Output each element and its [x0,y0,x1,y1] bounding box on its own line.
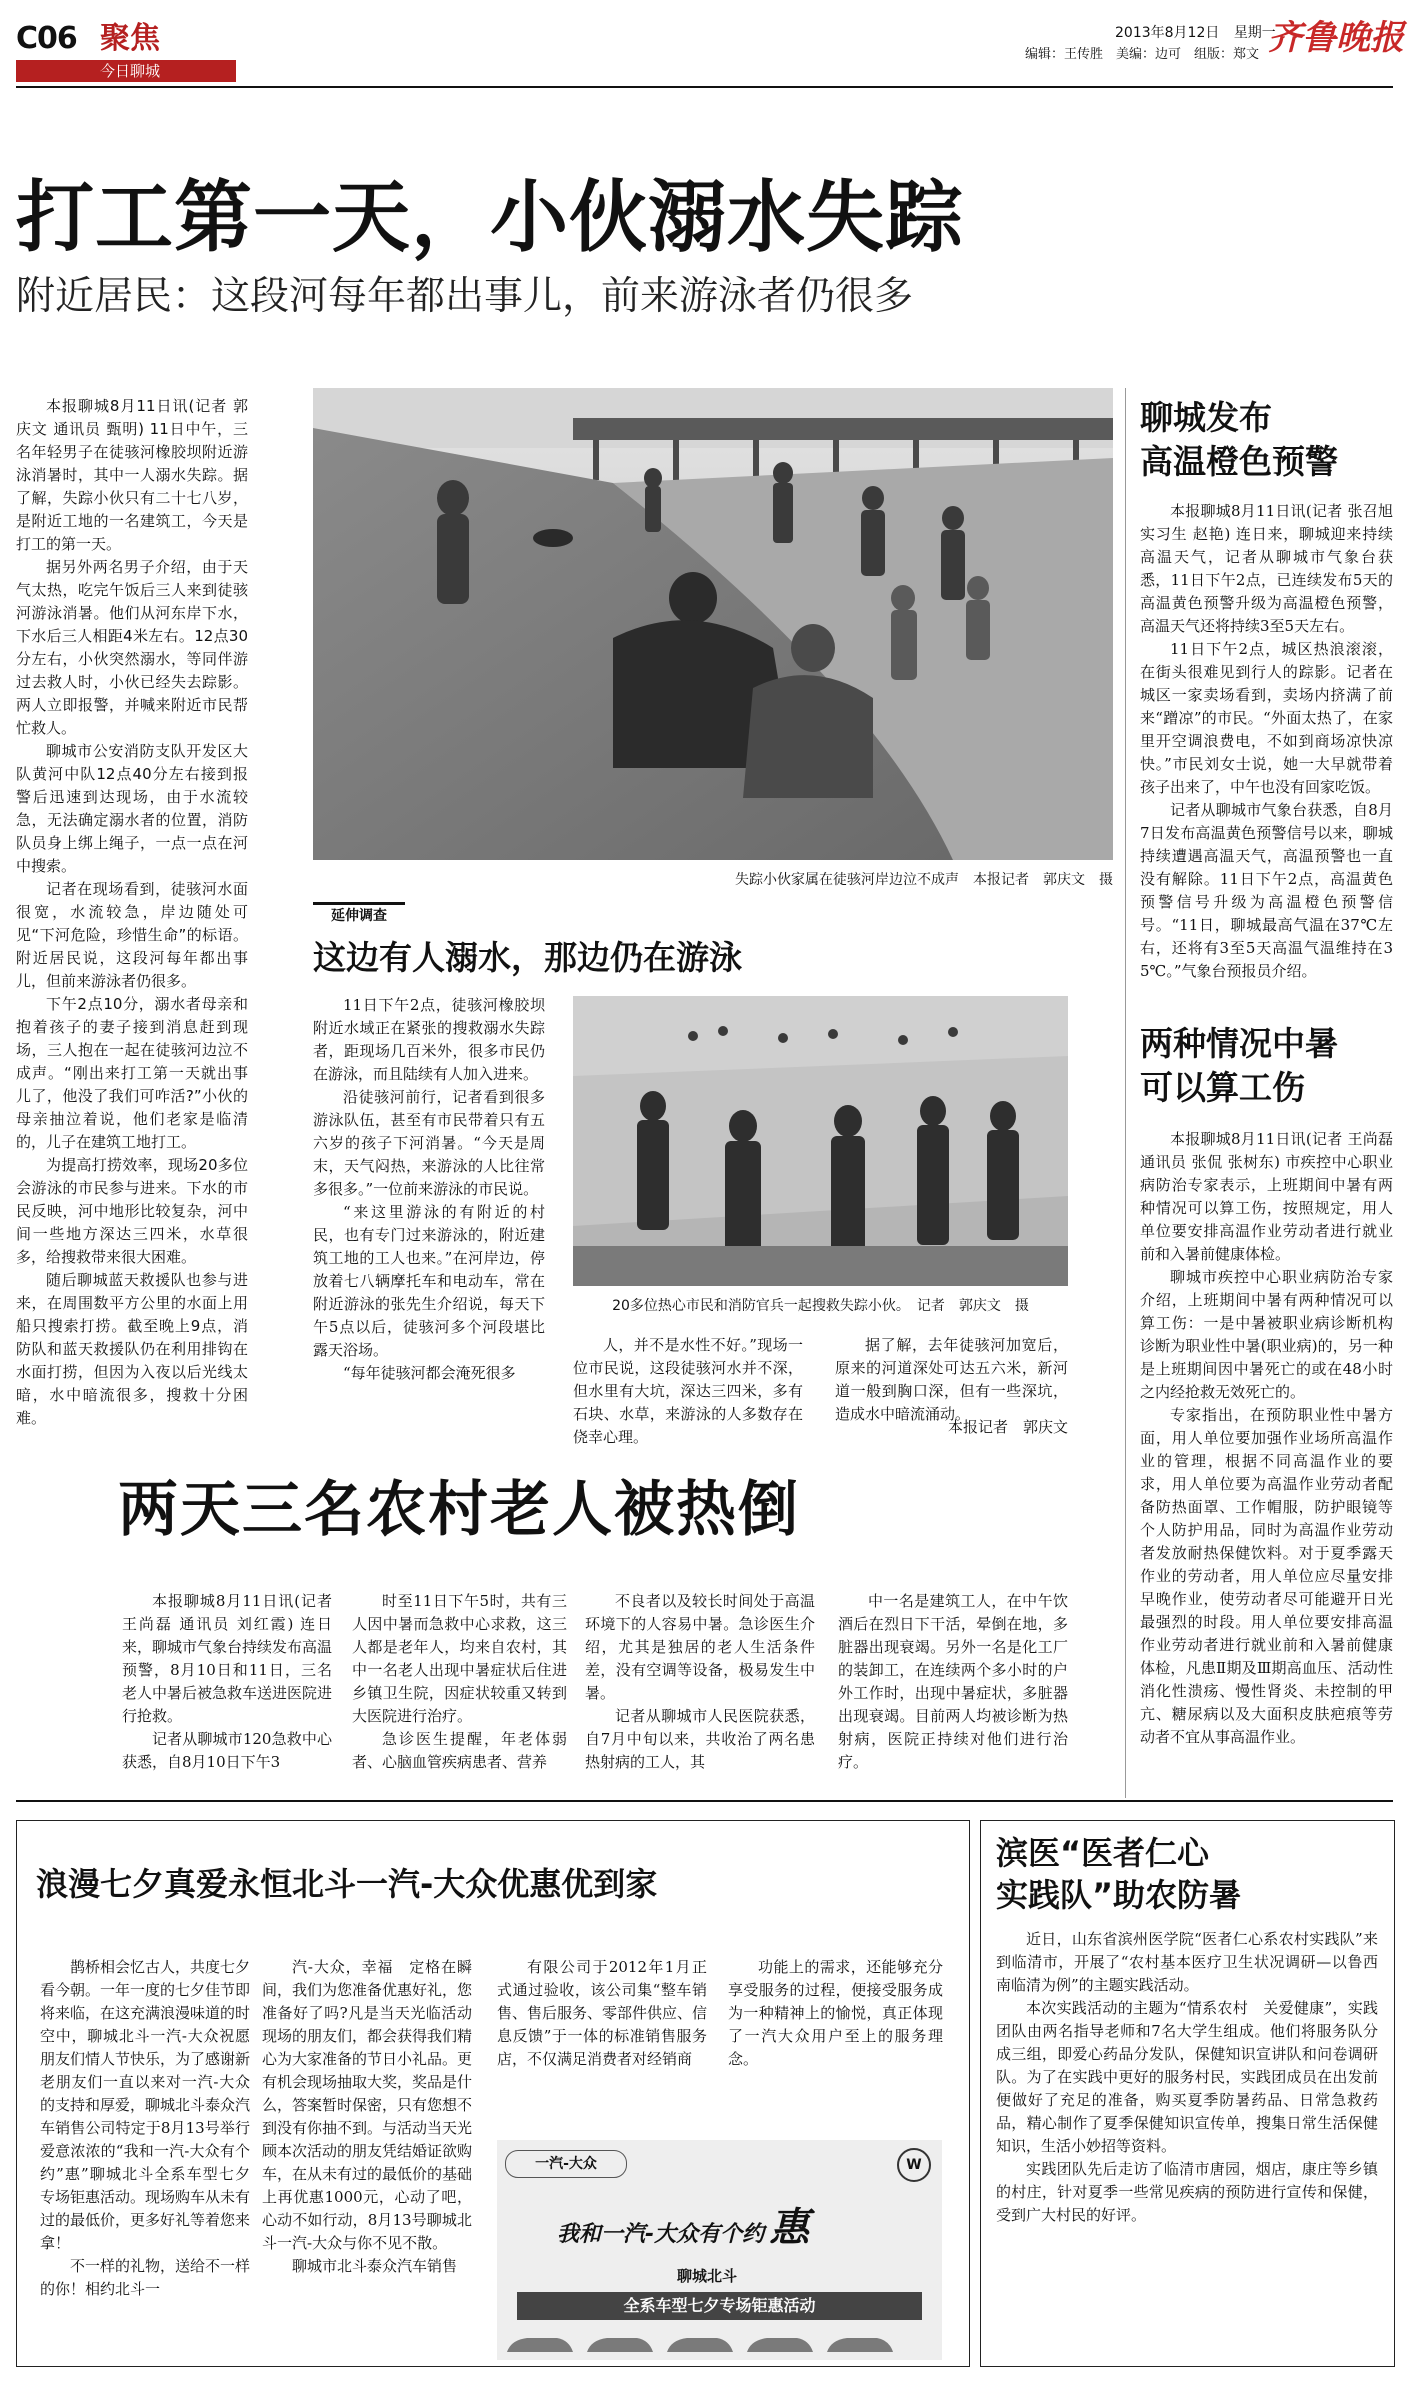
side-paragraph: 11日下午2点，徒骇河橡胶坝附近水域正在紧张的搜救溺水失踪者，距现场几百米外，很多市民仍在游泳，而且陆续有人加入进来。 [313,996,545,1083]
lead-paragraph: 据另外两名男子介绍，由于天气太热，吃完午饭后三人来到徒骇河游泳消暑。他们从河东岸下水，下水后三人相距4米左右。12点30分左右，小伙突然溺水，等同伴游过去救人时，小伙已经失去踪影。两人立即报警，并喊来附近市民帮忙救人。 [16,558,248,737]
ad-brand-logo [505,2150,627,2178]
ad-column-2 [262,1956,472,2361]
right3-body [996,1928,1378,2348]
issue-date [1115,24,1276,42]
right1-paragraph: 记者从聊城市气象台获悉，自8月7日发布高温黄色预警信号以来，聊城持续遭遇高温天气，高温预警也一直没有解除。11日下午2点，高温黄色预警信号升级为高温橙色预警信号。“11日，聊城最高气温在37℃左右，还将有3至5天高温气温维持在35℃。”气象台预报员介绍。 [1140,801,1393,980]
rescue-scene-photo [313,388,1113,860]
right3-headline-line1: 滨医“医者仁心 [996,1834,1210,1872]
right2-paragraph: 本报聊城8月11日讯(记者 王尚磊 通讯员 张侃 张树东) 市疾控中心职业病防治专家表示，上班期间中暑有两种情况可以算工伤，按照规定，用人单位要安排高温作业劳动者进行就业前和入暑前健康体检。 [1140,1130,1393,1263]
ad-headline: 浪漫七夕真爱永恒北斗一汽-大众优惠优到家 [36,1865,658,1903]
story2-paragraph: 本报聊城8月11日讯(记者 王尚磊 通讯员 刘红霞) 连日来，聊城市气象台持续发布高温预警，8月10日和11日，三名老人中暑后被急救车送进医院进行抢救。 [122,1592,333,1725]
right3-paragraph: 本次实践活动的主题为“情系农村 关爱健康”，实践团队由两名指导老师和7名大学生组成。他们将服务队分成三组，即爱心药品分发队，保健知识宣讲队和问卷调研队。为了在实践中更好的服务村民，实践团成员在出发前便做好了充足的准备，购买夏季防暑药品、日常急救药品，精心制作了夏季保健知识宣传单，搜集日常生活保健知识，生活小妙招等资料。 [996,1999,1378,2155]
right1-headline-line2: 高温橙色预警 [1140,442,1338,481]
ad-column-3 [497,1956,707,2126]
story2-column-1 [122,1590,332,1770]
lead-column-1 [16,395,248,1427]
story2-paragraph: 不良者以及较长时间处于高温环境下的人容易中暑。急诊医生介绍，尤其是独居的老人生活条件差，没有空调等设备，极易发生中暑。 [585,1592,815,1702]
header-rule [16,86,1393,88]
right2-paragraph: 聊城市疾控中心职业病防治专家介绍，上班期间中暑有两种情况可以算工伤：一是中暑被职业病诊断机构诊断为职业性中暑(职业病)的，另一种是上班期间因中暑死亡的或在48小时之内经抢救无效死亡的。 [1140,1268,1393,1401]
date: 2013年8月12日 [1115,25,1220,41]
right2-headline-line2: 可以算工伤 [1140,1068,1305,1107]
editor-credits: 编辑：王传胜 美编：边可 组版：郑文 [1025,47,1260,62]
subsection-title: 今日聊城 [100,62,161,80]
side-label: 延伸调查 [313,902,405,927]
right1-headline-line1: 聊城发布 [1140,398,1272,437]
paper-logo: 齐鲁晚报 [1268,18,1404,58]
car-lineup-illustration [497,2322,942,2360]
side-column-1 [313,994,545,1414]
right3-headline-line2: 实践队”助农防暑 [996,1876,1242,1914]
photo1-caption: 失踪小伙家属在徒骇河岸边泣不成声 本报记者 郭庆文 摄 [735,872,1113,888]
right2-headline-line1: 两种情况中暑 [1140,1024,1338,1063]
ad-paragraph: 功能上的需求，还能够充分享受服务的过程，便接受服务成为一种精神上的愉悦，真正体现了一汽大众用户至上的服务理念。 [728,1958,943,2068]
side-paragraph: 人，并不是水性不好。”现场一位市民说，这段徒骇河水并不深，但水里有大坑，深达三四米，多有石块、水草，来游泳的人多数存在侥幸心理。 [573,1336,803,1446]
side-column-2 [573,1334,803,1444]
side-paragraph: 据了解，去年徒骇河加宽后，原来的河道深处可达五六米，新河道一般到胸口深，但有一些深坑，造成水中暗流涌动。 [835,1336,1068,1423]
ad-paragraph: 聊城市北斗泰众汽车销售 [292,2257,458,2275]
story2-column-3 [585,1590,815,1770]
side-paragraph: 沿徒骇河前行，记者看到很多游泳队伍，甚至有市民带着只有五六岁的孩子下河消暑。“今天是周末，天气闷热，来游泳的人比往常多很多。”一位前来游泳的市民说。 [313,1088,545,1198]
riverbank-photo-illustration [313,388,1113,860]
lead-headline: 打工第一天，小伙溺水失踪 [16,173,965,263]
ad-paragraph: 汽-大众，幸福 定格在瞬间，我们为您准备优惠好礼，您准备好了吗?凡是当天光临活动现场的朋友们，都会获得我们精心为大家准备的节日小礼品。更有机会现场抽取大奖，奖品是什么，答案暂时保密，只有您想不到没有你抽不到。与活动当天光顾本次活动的朋友凭结婚证欲购车，在从未有过的最低价的基础上再优惠1000元，心动了吧，心动不如行动，8月13号聊城北斗一汽-大众与你不见不散。 [262,1958,473,2252]
right3-paragraph: 实践团队先后走访了临清市唐园，烟店，康庄等乡镇的村庄，针对夏季一些常见疾病的预防进行宣传和保健，受到广大村民的好评。 [996,2160,1378,2224]
ad-event-bar [517,2292,922,2320]
story2-paragraph: 中一名是建筑工人，在中午饮酒后在烈日下干活，晕倒在地，多脏器出现衰竭。另外一名是化工厂的装卸工，在连续两个多小时的户外工作时，出现中暑症状，多脏器出现衰竭。目前两人均被诊断为热射病，医院正持续对他们进行治疗。 [838,1592,1068,1771]
ad-banner [497,2140,942,2360]
ad-slogan-text: 我和一汽-大众有个约 [557,2222,765,2247]
side-paragraph: “来这里游泳的有附近的村民，也有专门过来游泳的，附近建筑工地的工人也来。”在河岸边，停放着七八辆摩托车和电动车，常在附近游泳的张先生介绍说，每天下午5点以后，徒骇河多个河段堪比露天浴场。 [313,1203,545,1359]
weekday: 星期一 [1233,25,1276,41]
side-headline: 这边有人溺水，那边仍在游泳 [313,938,742,977]
lead-paragraph: 随后聊城蓝天救援队也参与进来，在周围数平方公里的水面上用船只搜索打捞。截至晚上9点，消防队和蓝天救援队仍在利用排钩在水面打捞，但因为入夜以后光线太暗，水中暗流很多，搜救十分困难。 [16,1271,248,1427]
side-byline: 本报记者 郭庆文 [947,1418,1068,1436]
right1-body [1140,500,1393,1000]
right3-paragraph: 近日，山东省滨州医学院“医者仁心系农村实践队”来到临清市，开展了“农村基本医疗卫生状况调研—以鲁西南临清为例”的主题实践活动。 [996,1930,1378,1994]
page-code: C06 [16,21,77,56]
right3-headline [996,1832,1241,1916]
lead-subheadline: 附近居民：这段河每年都出事儿，前来游泳者仍很多 [16,274,914,319]
side-paragraph: “每年徒骇河都会淹死很多 [343,1364,516,1382]
ad-paragraph: 有限公司于2012年1月正式通过验收，该公司集“整车销售、售后服务、零部件供应、信息反馈”于一体的标准销售服务店，不仅满足消费者对经销商 [497,1958,708,2068]
section-title: 聚焦 [100,21,160,56]
ad-paragraph: 鹊桥相会忆古人，共度七夕看今朝。一年一度的七夕佳节即将来临，在这充满浪漫味道的时空中，聊城北斗一汽-大众祝愿朋友们情人节快乐，为了感谢新老朋友们一直以来对一汽-大众的支持和厚爱，聊城北斗泰众汽车销售公司特定于8月13号举行爱意浓浓的“我和一汽-大众有个约”惠”聊城北斗全系车型七夕专场钜惠活动。现场购车从未有过的最低价，更多好礼等着您来拿！ [40,1958,251,2252]
column-divider [1125,388,1126,1798]
ad-column-1 [40,1956,250,2361]
right2-body [1140,1128,1393,1788]
story2-paragraph: 记者从聊城市人民医院获悉，自7月中旬以来，共收治了两名患热射病的工人，其 [585,1707,815,1771]
lead-paragraph: 聊城市公安消防支队开发区大队黄河中队12点40分左右接到报警后迅速到达现场，由于水流较急，无法确定溺水者的位置，消防队员身上绑上绳子，一点一点在河中搜索。 [16,742,248,875]
ad-hui-text: 惠 [769,2205,810,2251]
section-rule [16,1800,1393,1802]
ad-paragraph: 不一样的礼物，送给不一样的你！相约北斗一 [40,2257,251,2298]
photo2-caption: 20多位热心市民和消防官兵一起搜救失踪小伙。 记者 郭庆文 摄 [612,1298,1029,1314]
lead-paragraph: 下午2点10分，溺水者母亲和抱着孩子的妻子接到消息赶到现场，三人抱在一起在徒骇河边泣不成声。“刚出来打工第一天就出事儿了，他没了我们可咋活?”小伙的母亲抽泣着说，他们老家是临清的，儿子在建筑工地打工。 [16,995,248,1151]
story2-paragraph: 记者从聊城市120急救中心获悉，自8月10日下午3 [122,1730,332,1771]
side-column-3 [835,1334,1068,1423]
ad-store-name: 聊城北斗 [677,2267,738,2285]
right1-paragraph: 11日下午2点，城区热浪滚滚，在街头很难见到行人的踪影。记者在城区一家卖场看到，卖场内挤满了前来“蹭凉”的市民。“外面太热了，在家里开空调浪费电，不如到商场凉快凉快。”市民刘女士说，她一大早就带着孩子出来了，中午也没有回家吃饭。 [1140,640,1393,796]
story2-column-4 [838,1590,1068,1770]
right2-headline [1140,1022,1338,1110]
ad-column-4 [728,1956,943,2116]
river-search-photo-illustration [573,996,1068,1286]
lead-paragraph: 本报聊城8月11日讯(记者 郭庆文 通讯员 甄明) 11日中午，三名年轻男子在徒骇河橡胶坝附近游泳消暑时，其中一人溺水失踪。据了解，失踪小伙只有二十七八岁，是附近工地的一名建筑工，今天是打工的第一天。 [16,397,248,553]
lead-paragraph: 记者在现场看到，徒骇河水面很宽，水流较急，岸边随处可见“下河危险，珍惜生命”的标语。附近居民说，这段河每年都出事儿，但前来游泳者仍很多。 [16,880,248,990]
vw-logo-icon: W [897,2148,931,2182]
ad-event-text: 全系车型七夕专场钜惠活动 [623,2296,816,2315]
story2-paragraph: 时至11日下午5时，共有三人因中暑而急救中心求救，这三人都是老年人，均来自农村，其中一名老人出现中暑症状后住进乡镇卫生院，因症状较重又转到大医院进行治疗。 [352,1592,567,1725]
search-photo [573,996,1068,1286]
story2-headline: 两天三名农村老人被热倒 [118,1475,800,1545]
ad-slogan [557,2198,937,2258]
story2-column-2 [352,1590,567,1770]
lead-paragraph: 为提高打捞效率，现场20多位会游泳的市民参与进来。下水的市民反映，河中地形比较复杂，河中间一些地方深达三四米，水草很多，给搜救带来很大困难。 [16,1156,248,1266]
right1-paragraph: 本报聊城8月11日讯(记者 张召旭 实习生 赵艳) 连日来，聊城迎来持续高温天气，记者从聊城市气象台获悉，11日下午2点，已连续发布5天的高温黄色预警升级为高温橙色预警，高温天气还将持续3至5天左右。 [1140,502,1393,635]
ad-brand-text: 一汽-大众 [535,2156,597,2172]
right2-paragraph: 专家指出，在预防职业性中暑方面，用人单位要加强作业场所高温作业的管理，根据不同高温作业的要求，用人单位要为高温作业劳动者配备防热面罩、工作帽服，防护眼镜等个人防护用品，同时为高温作业劳动者发放耐热保健饮料。对于夏季露天作业的劳动者，用人单位应尽量安排早晚作业，使劳动者尽可能避开日光最强烈的时段。用人单位要安排高温作业劳动者进行就业前和入暑前健康体检，凡患Ⅱ期及Ⅲ期高血压、活动性消化性溃疡、慢性肾炎、未控制的甲亢、糖尿病以及大面积皮肤疤痕等劳动者不宜从事高温作业。 [1140,1406,1393,1746]
right1-headline [1140,396,1338,484]
story2-paragraph: 急诊医生提醒，年老体弱者、心脑血管疾病患者、营养 [352,1730,567,1771]
